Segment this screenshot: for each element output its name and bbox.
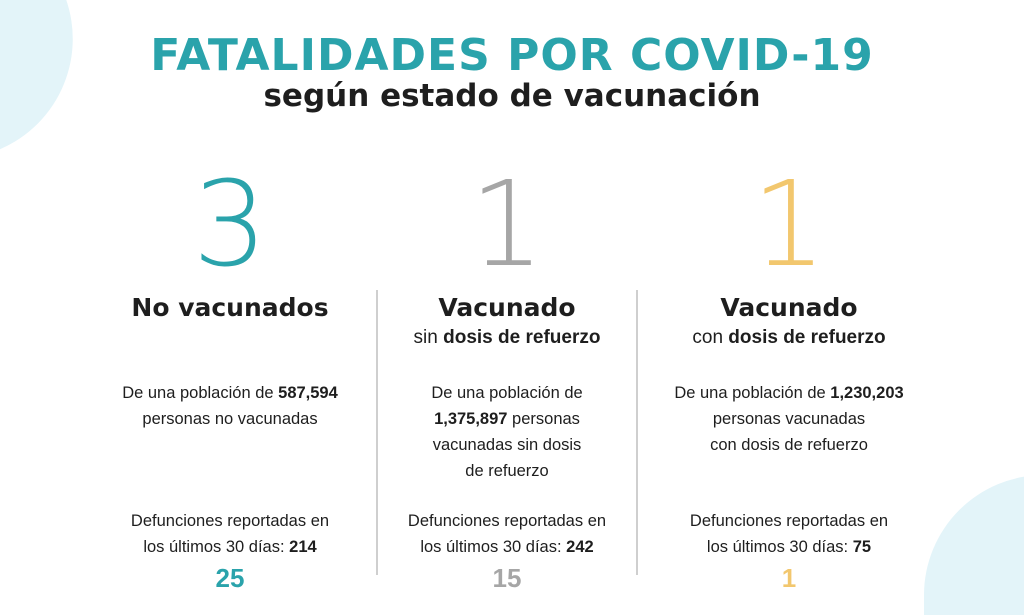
subheading-bold: dosis de refuerzo: [728, 327, 886, 348]
deaths-text: [378, 508, 636, 560]
subheading-prefix: sin: [413, 327, 444, 348]
page-title: FATALIDADES POR COVID-19: [150, 30, 874, 81]
deaths-prefix: los últimos 30 días:: [706, 538, 853, 556]
column-vaccinated-with-booster: [638, 155, 940, 593]
deaths-prefix: los últimos 30 días:: [420, 538, 567, 556]
population-prefix: De una población de: [674, 384, 831, 402]
population-suffix: personas no vacunadas: [142, 410, 318, 428]
deaths-line1: Defunciones reportadas en: [407, 512, 607, 530]
population-suffix-b: con dosis de refuerzo: [710, 436, 868, 454]
partial-number: 1: [781, 563, 797, 593]
population-number: 1,230,203: [830, 384, 904, 402]
deaths-text: [85, 508, 375, 560]
deaths-number: 242: [566, 538, 594, 556]
population-suffix-c: de refuerzo: [465, 462, 549, 480]
ratio-number: 1: [751, 155, 827, 293]
column-subheading: [638, 326, 940, 350]
column-unvaccinated: [85, 155, 375, 593]
population-text: [638, 380, 940, 458]
page-subtitle: según estado de vacunación: [263, 78, 761, 114]
column-vaccinated-no-booster: [378, 155, 636, 593]
ratio-number: 1: [469, 155, 545, 293]
deaths-number: 75: [852, 538, 872, 556]
deaths-number: 214: [289, 538, 317, 556]
subheading-prefix: con: [692, 327, 729, 348]
population-suffix-a: personas: [507, 410, 580, 428]
deaths-line1: Defunciones reportadas en: [130, 512, 330, 530]
population-prefix: De una población de: [431, 384, 583, 402]
column-subheading: [378, 326, 636, 350]
population-suffix-b: vacunadas sin dosis: [432, 436, 582, 454]
ratio-number: 3: [192, 155, 268, 293]
population-number: 587,594: [278, 384, 338, 402]
deaths-line1: Defunciones reportadas en: [689, 512, 889, 530]
subheading-bold: dosis de refuerzo: [443, 327, 601, 348]
population-prefix: De una población de: [122, 384, 279, 402]
deaths-prefix: los últimos 30 días:: [143, 538, 290, 556]
population-suffix-a: personas vacunadas: [712, 410, 866, 428]
deaths-text: [638, 508, 940, 560]
population-text: [85, 380, 375, 432]
partial-number: 25: [215, 563, 245, 593]
partial-number: 15: [492, 563, 522, 593]
column-heading: Vacunado: [720, 293, 858, 322]
column-heading: No vacunados: [131, 293, 329, 322]
population-text: [378, 380, 636, 484]
population-number: 1,375,897: [434, 410, 508, 428]
column-heading: Vacunado: [438, 293, 576, 322]
